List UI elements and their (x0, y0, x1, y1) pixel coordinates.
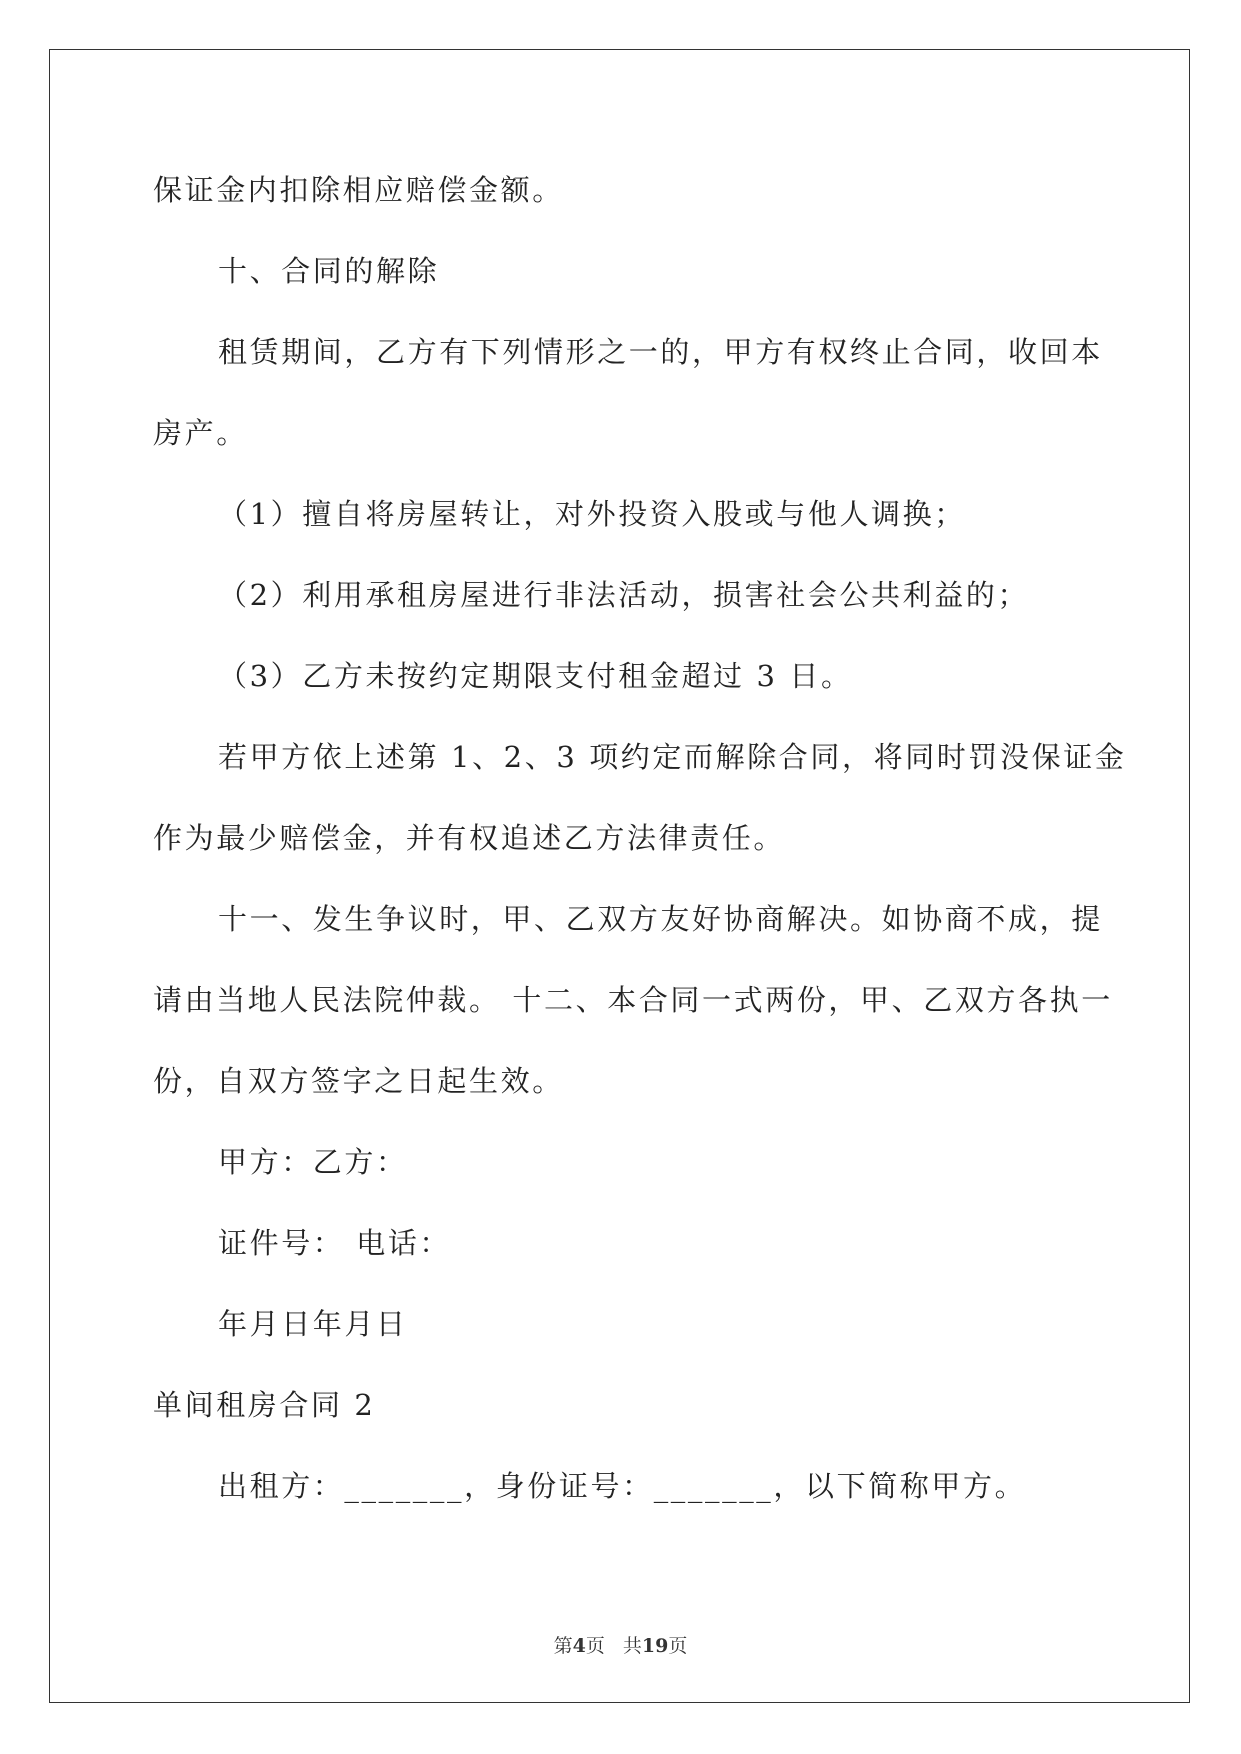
signature-dates: 年月日年月日 (218, 1307, 408, 1341)
signature-id-phone: 证件号： 电话： (218, 1226, 452, 1260)
section-heading-termination: 十、合同的解除 (218, 254, 440, 288)
page-suffix: 页 (585, 1635, 605, 1657)
document-title-contract-2: 单间租房合同 2 (153, 1388, 376, 1422)
total-suffix: 页 (668, 1635, 688, 1657)
page-footer (0, 1632, 1241, 1660)
section-heading-disputes: 十一、发生争议时，甲、乙双方友好协商解决。如协商不成，提 (218, 902, 1103, 936)
page-prefix: 第 (553, 1635, 573, 1657)
total-prefix: 共 (622, 1635, 642, 1657)
page-total: 19 (641, 1635, 669, 1657)
text-line-penalty-cont: 作为最少赔偿金，并有权追述乙方法律责任。 (153, 821, 786, 855)
page-current: 4 (572, 1635, 586, 1657)
list-item-2: （2）利用承租房屋进行非法活动，损害社会公共利益的； (218, 578, 1030, 612)
text-line-effective: 份，自双方签字之日起生效。 (153, 1064, 564, 1098)
signature-parties: 甲方：乙方： (218, 1145, 408, 1179)
list-item-1: （1）擅自将房屋转让，对外投资入股或与他人调换； (218, 497, 966, 531)
text-line-termination-intro-cont: 房产。 (153, 416, 248, 450)
text-line-penalty: 若甲方依上述第 1、2、3 项约定而解除合同，将同时罚没保证金 (218, 740, 1127, 774)
text-line-lessor: 出租方：_______，身份证号：_______，以下简称甲方。 (218, 1469, 1027, 1503)
text-line-deposit-deduction: 保证金内扣除相应赔偿金额。 (153, 173, 564, 207)
page-border (49, 49, 1190, 1703)
text-line-termination-intro: 租赁期间，乙方有下列情形之一的，甲方有权终止合同，收回本 (218, 335, 1103, 369)
text-line-disputes-cont: 请由当地人民法院仲裁。 十二、本合同一式两份，甲、乙双方各执一 (153, 983, 1113, 1017)
list-item-3: （3）乙方未按约定期限支付租金超过 3 日。 (218, 659, 853, 693)
